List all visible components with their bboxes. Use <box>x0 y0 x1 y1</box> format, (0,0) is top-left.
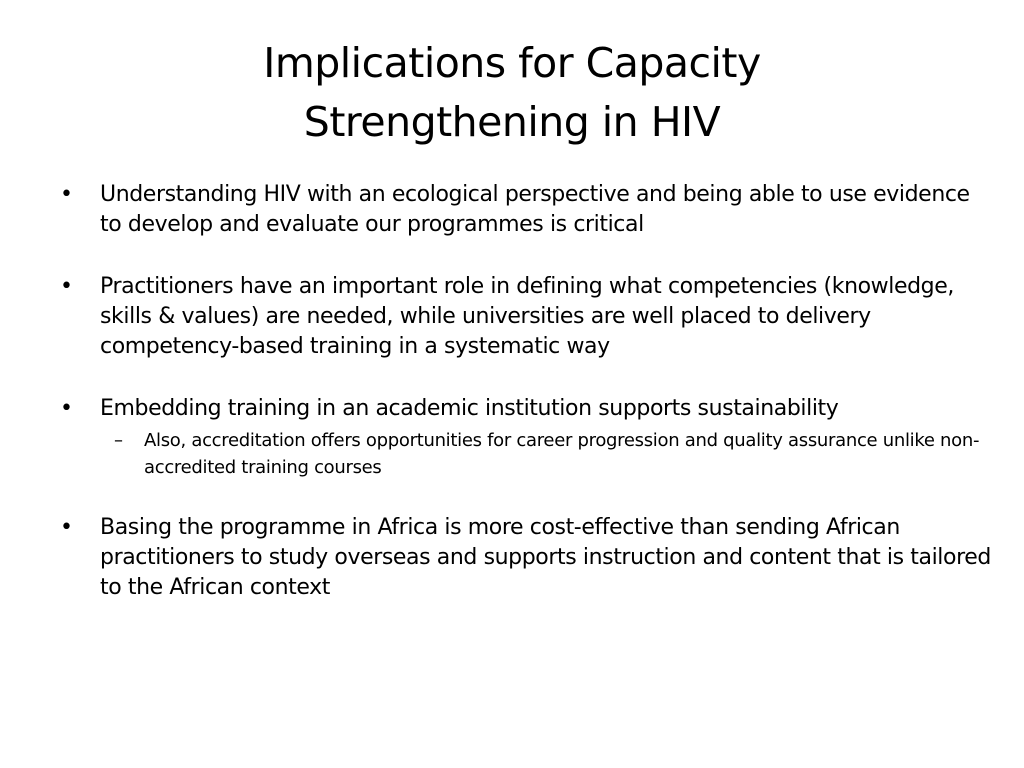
bullet-icon: • <box>60 396 73 421</box>
bullet-text: Practitioners have an important role in defining what competencies (knowledge, skills & values) are needed, while universities are well placed to delivery competency-based training in a systematic way <box>100 274 954 359</box>
bullet-icon: • <box>60 274 73 299</box>
bullet-item-practitioners-role <box>58 272 993 362</box>
sub-bullet-text: Also, accreditation offers opportunities for career progression and quality assurance unlike non-accredited training courses <box>144 430 980 478</box>
slide-title <box>40 34 984 152</box>
slide-title-line-2: Strengthening in HIV <box>303 98 721 146</box>
bullet-icon: • <box>60 182 73 207</box>
bullet-text: Understanding HIV with an ecological perspective and being able to use evidence to develop and evaluate our programmes is critical <box>100 182 970 237</box>
slide-title-line-1: Implications for Capacity <box>263 39 761 87</box>
sub-bullet-item-accreditation <box>100 427 993 481</box>
sub-bullet-list <box>100 427 993 481</box>
bullet-item-africa-based-programme <box>58 513 993 603</box>
sub-bullet-dash-icon: – <box>114 430 123 451</box>
bullet-list <box>58 180 993 603</box>
bullet-text: Basing the programme in Africa is more cost-effective than sending African practitioners to study overseas and supports instruction and content that is tailored to the African context <box>100 515 991 600</box>
bullet-icon: • <box>60 515 73 540</box>
bullet-text: Embedding training in an academic institution supports sustainability <box>100 396 839 421</box>
bullet-item-academic-institution <box>58 394 993 481</box>
bullet-item-ecological-perspective <box>58 180 993 240</box>
